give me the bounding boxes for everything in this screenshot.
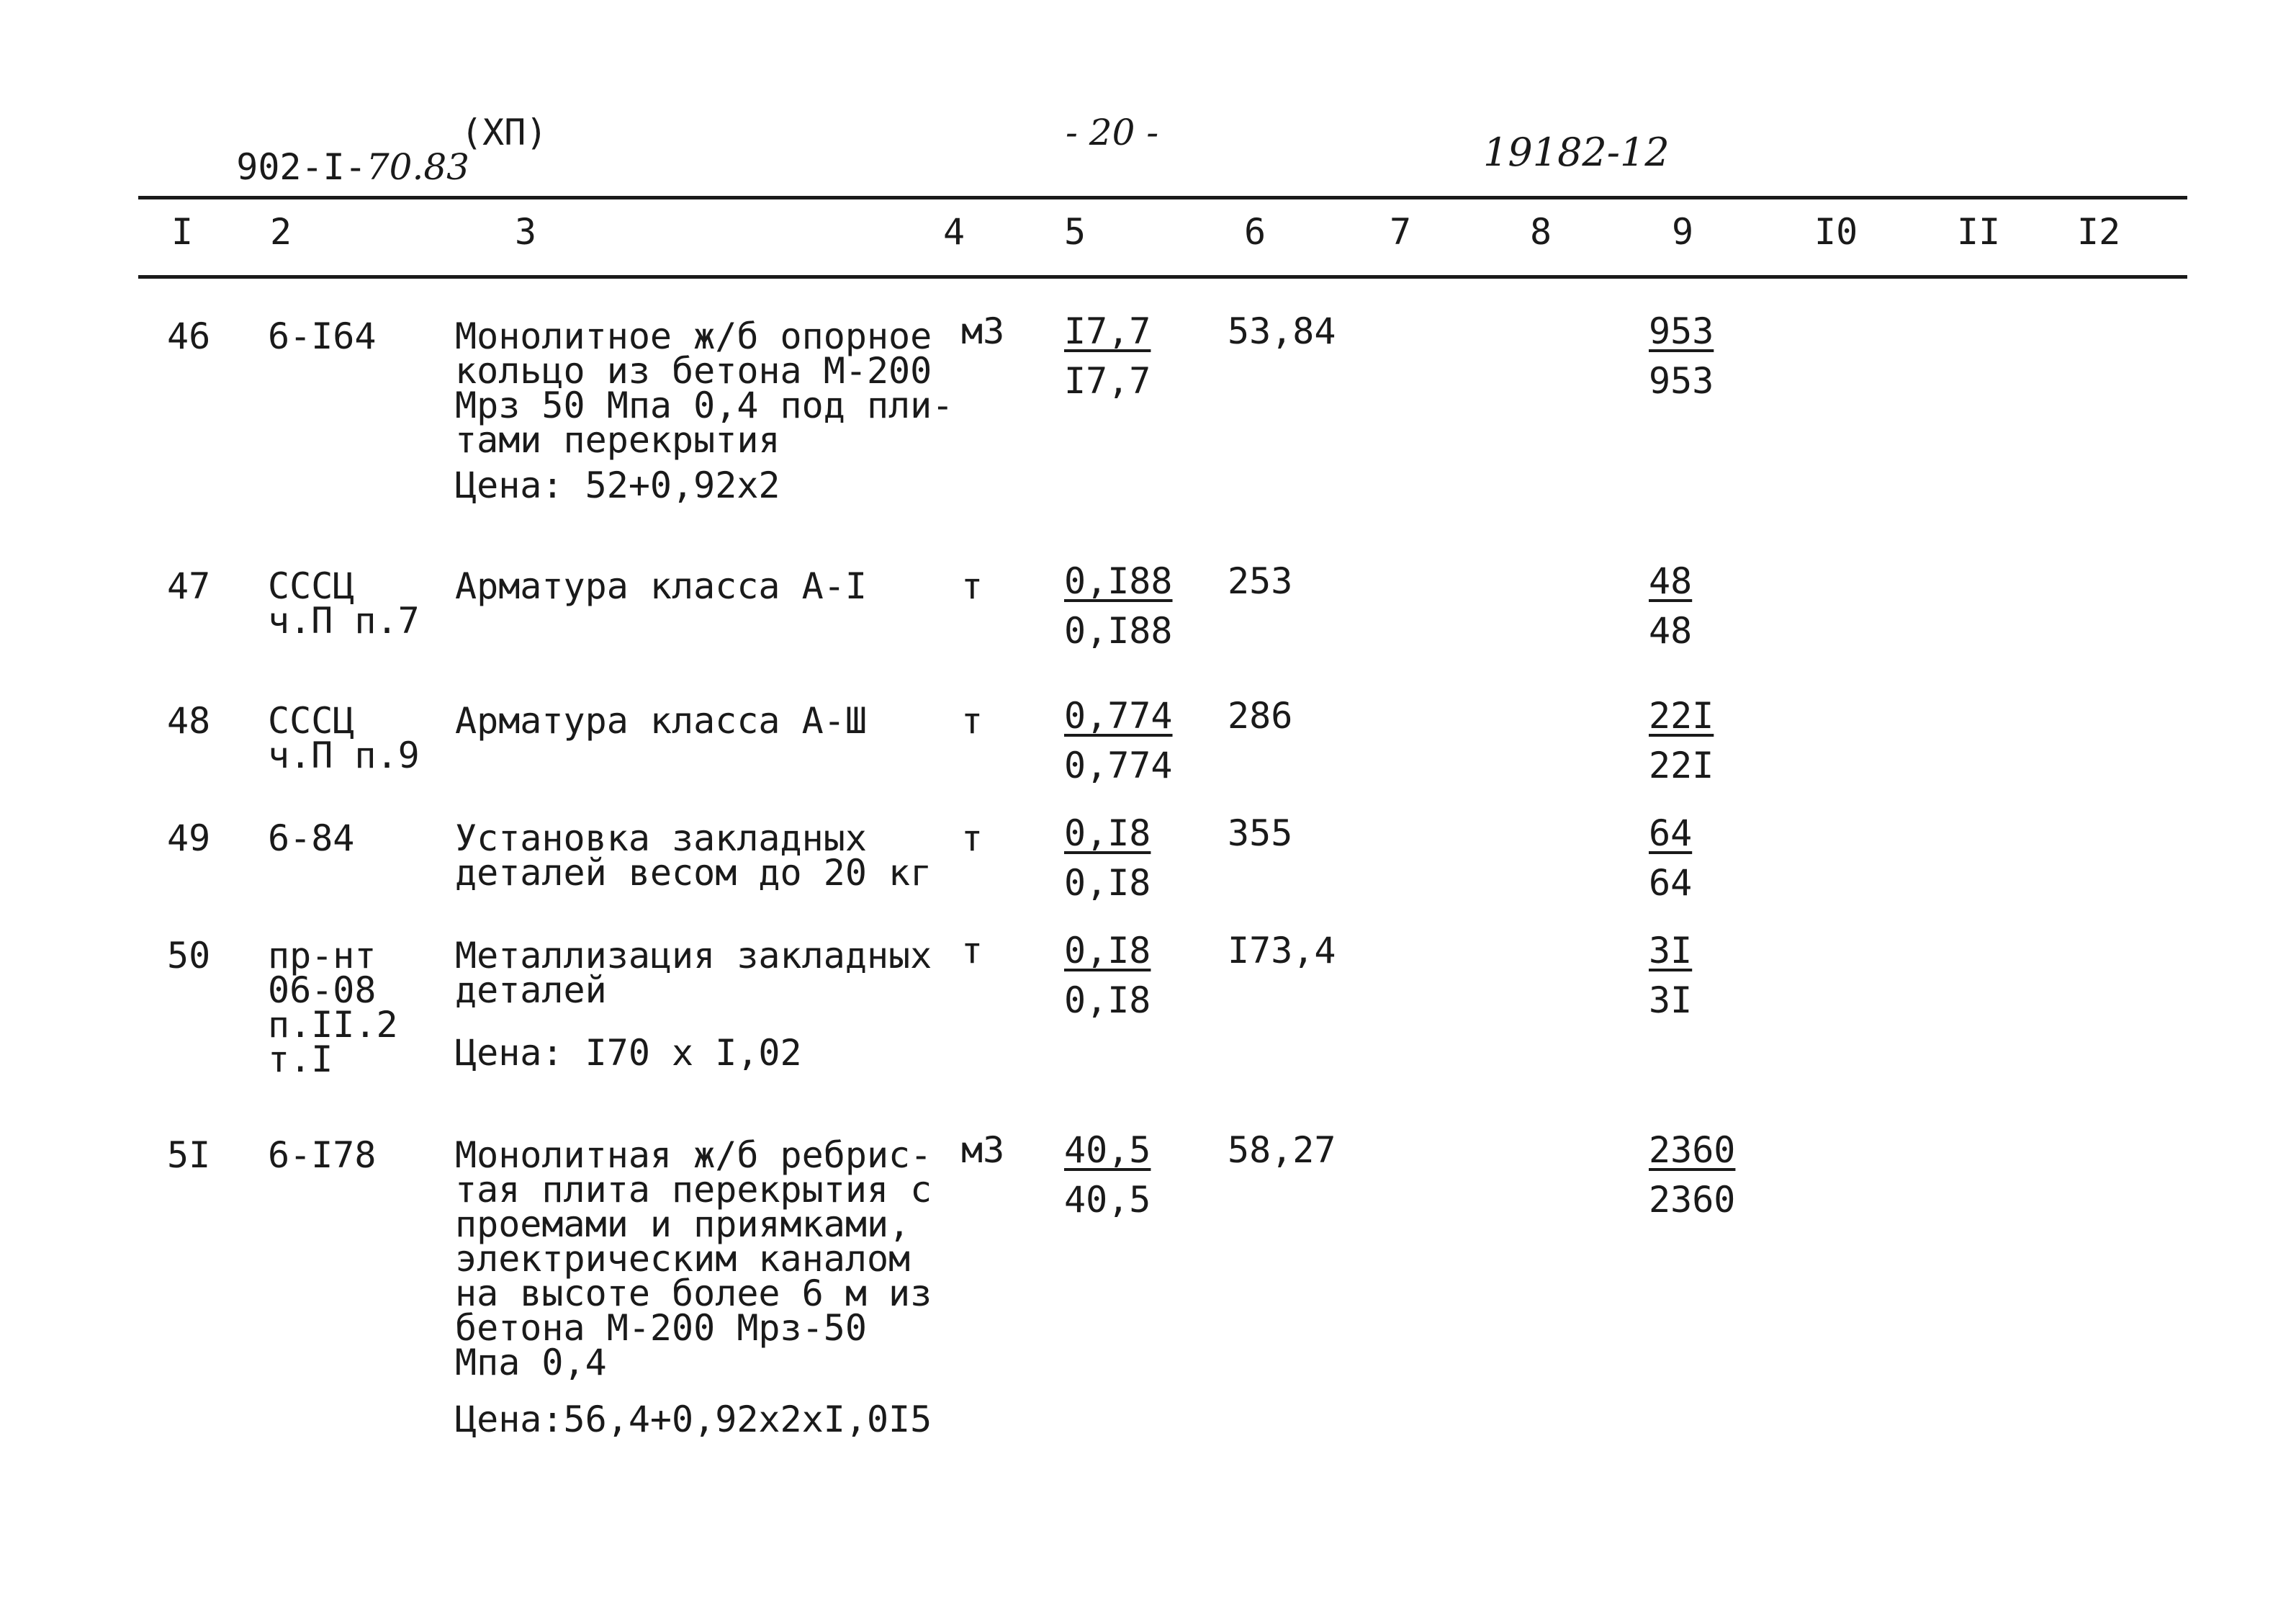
quantity-bottom: I7,7 <box>1064 360 1151 402</box>
total-top: 2360 <box>1649 1129 1736 1171</box>
unit: м3 <box>961 1129 1005 1171</box>
work-description <box>455 315 954 461</box>
rate-code-line: СССЦ <box>268 565 355 607</box>
work-description <box>455 700 867 742</box>
unit-price: 355 <box>1228 812 1293 854</box>
rate-code-line: п.II.2 <box>268 1004 398 1046</box>
total-bottom: 3I <box>1649 979 1693 1021</box>
quantity-bottom: 0,774 <box>1064 745 1173 786</box>
description-line: деталей весом до 20 кг <box>455 852 932 894</box>
rate-code <box>268 935 398 1080</box>
description-line: Арматура класса А-Ш <box>455 700 867 742</box>
description-line: Металлизация закладных <box>455 935 932 977</box>
total-top: 953 <box>1649 310 1714 352</box>
document-code-handwritten: 70.83 <box>366 146 469 188</box>
column-header-11: II <box>1957 211 2001 253</box>
rate-code <box>268 817 355 859</box>
total-top: 3I <box>1649 930 1693 971</box>
rate-code-line: пр-нт <box>268 935 377 977</box>
row-number: 47 <box>167 565 211 607</box>
column-header-10: I0 <box>1814 211 1858 253</box>
rate-code <box>268 315 377 357</box>
handwritten-reference: 19182-12 <box>1483 130 1670 175</box>
rate-code-line: 6-84 <box>268 817 355 859</box>
description-line: Мпа 0,4 <box>455 1342 607 1383</box>
quantity-top: 0,774 <box>1064 695 1173 737</box>
unit: т <box>961 930 983 971</box>
rate-code-line: ч.П п.7 <box>268 600 420 642</box>
work-description <box>455 1134 932 1383</box>
description-line: кольцо из бетона М-200 <box>455 350 932 392</box>
document-code-printed: 902-I- <box>236 146 366 188</box>
description-line: деталей <box>455 969 607 1011</box>
document-section: (XП) <box>461 112 548 153</box>
work-description <box>455 565 867 607</box>
rate-code-line: 6-I78 <box>268 1134 377 1176</box>
description-line: тами перекрытия <box>455 419 780 461</box>
table-header-rule <box>138 275 2187 279</box>
work-description <box>455 817 932 894</box>
quantity-bottom: 0,I8 <box>1064 979 1151 1021</box>
total-bottom: 953 <box>1649 360 1714 402</box>
description-line: бетона М-200 Мрз-50 <box>455 1307 867 1349</box>
rate-code-line: 06-08 <box>268 969 377 1011</box>
rate-code-line: т.I <box>268 1038 333 1080</box>
column-header-12: I2 <box>2077 211 2121 253</box>
description-line: Монолитная ж/б ребрис- <box>455 1134 932 1176</box>
rate-code <box>268 565 420 642</box>
row-number: 46 <box>167 315 211 357</box>
column-header-4: 4 <box>943 211 965 253</box>
total-top: 48 <box>1649 560 1693 602</box>
rate-code-line: СССЦ <box>268 700 355 742</box>
quantity-bottom: 0,I88 <box>1064 610 1173 652</box>
unit-price: 253 <box>1228 560 1293 602</box>
description-line: тая плита перекрытия с <box>455 1169 932 1211</box>
total-bottom: 48 <box>1649 610 1693 652</box>
price-note: Цена: I70 х I,02 <box>455 1032 802 1074</box>
column-header-2: 2 <box>270 211 292 253</box>
row-number: 5I <box>167 1134 211 1176</box>
column-header-8: 8 <box>1530 211 1552 253</box>
column-header-9: 9 <box>1672 211 1694 253</box>
row-number: 48 <box>167 700 211 742</box>
quantity-top: 0,I8 <box>1064 930 1151 971</box>
total-top: 64 <box>1649 812 1693 854</box>
unit: т <box>961 565 983 607</box>
rate-code-line: 6-I64 <box>268 315 377 357</box>
description-line: проемами и приямками, <box>455 1203 911 1245</box>
column-header-3: 3 <box>515 211 537 253</box>
rate-code <box>268 700 420 776</box>
quantity-bottom: 0,I8 <box>1064 862 1151 904</box>
column-header-5: 5 <box>1064 211 1086 253</box>
price-note: Цена: 52+0,92х2 <box>455 464 780 506</box>
total-bottom: 64 <box>1649 862 1693 904</box>
page-number: - 20 - <box>1066 112 1159 153</box>
column-header-7: 7 <box>1390 211 1412 253</box>
price-note: Цена:56,4+0,92х2хI,0I5 <box>455 1399 932 1440</box>
description-line: электрическим каналом <box>455 1238 911 1280</box>
description-line: Монолитное ж/б опорное <box>455 315 932 357</box>
row-number: 49 <box>167 817 211 859</box>
quantity-top: 0,I88 <box>1064 560 1173 602</box>
total-bottom: 22I <box>1649 745 1714 786</box>
quantity-top: I7,7 <box>1064 310 1151 352</box>
row-number: 50 <box>167 935 211 977</box>
column-header-6: 6 <box>1244 211 1266 253</box>
unit-price: 58,27 <box>1228 1129 1336 1171</box>
table-top-rule <box>138 196 2187 199</box>
rate-code <box>268 1134 377 1176</box>
unit-price: I73,4 <box>1228 930 1336 971</box>
description-line: Мрз 50 Мпа 0,4 под пли- <box>455 385 954 426</box>
total-bottom: 2360 <box>1649 1179 1736 1221</box>
column-header-1: I <box>171 211 194 253</box>
work-description <box>455 935 932 1011</box>
rate-code-line: ч.П п.9 <box>268 735 420 776</box>
description-line: Арматура класса А-I <box>455 565 867 607</box>
unit-price: 286 <box>1228 695 1293 737</box>
quantity-bottom: 40,5 <box>1064 1179 1151 1221</box>
quantity-top: 40,5 <box>1064 1129 1151 1171</box>
total-top: 22I <box>1649 695 1714 737</box>
description-line: Установка закладных <box>455 817 867 859</box>
unit: т <box>961 817 983 859</box>
unit-price: 53,84 <box>1228 310 1336 352</box>
description-line: на высоте более 6 м из <box>455 1272 932 1314</box>
document-code <box>193 115 469 188</box>
unit: т <box>961 700 983 742</box>
unit: м3 <box>961 310 1005 352</box>
quantity-top: 0,I8 <box>1064 812 1151 854</box>
